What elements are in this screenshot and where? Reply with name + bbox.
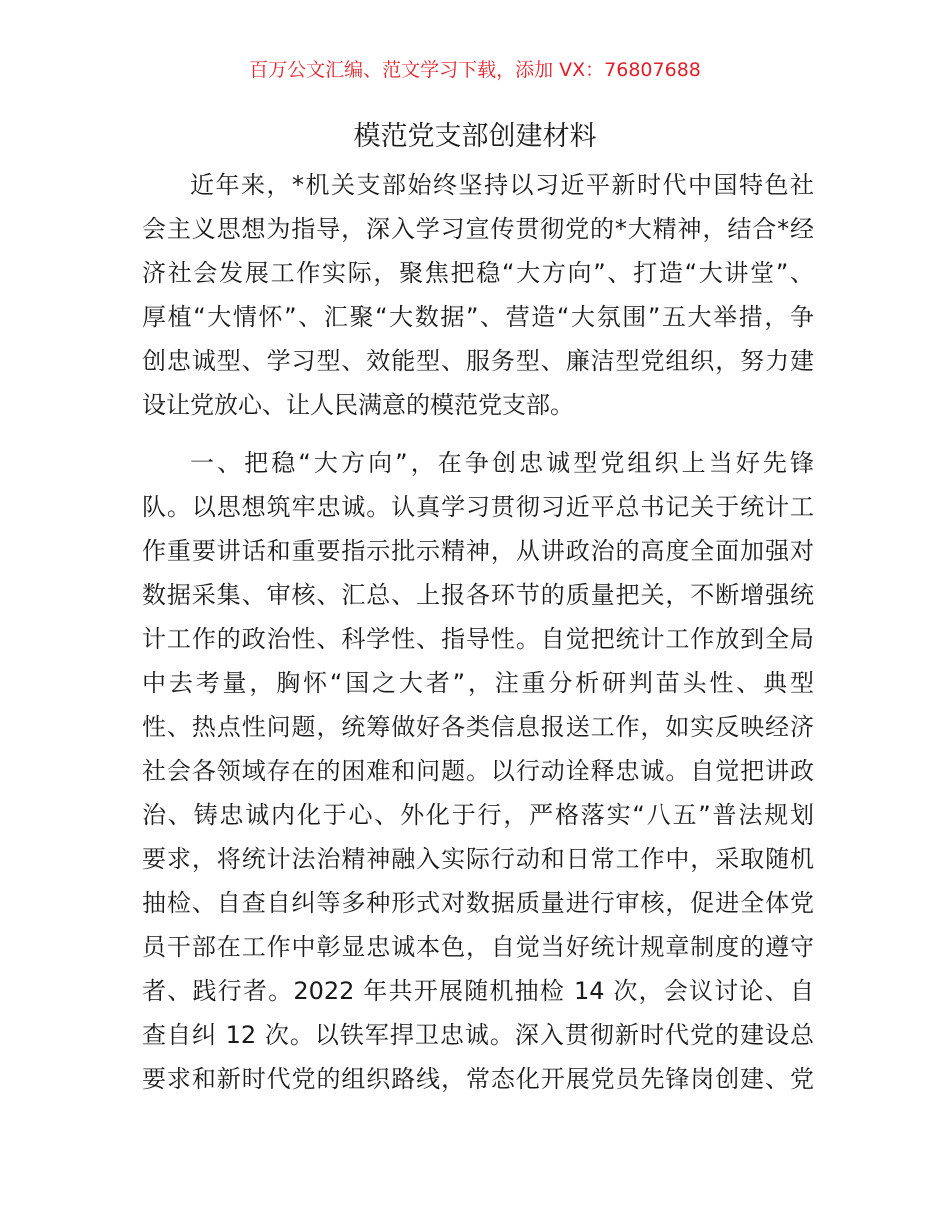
- paragraph-line: 治、铸忠诚内化于心、外化于行，严格落实“八五”普法规划: [142, 801, 814, 829]
- paragraph-line: 要求，将统计法治精神融入实际行动和日常工作中，采取随机: [142, 845, 814, 873]
- paragraph-line: 中去考量，胸怀“国之大者”，注重分析研判苗头性、典型: [142, 669, 814, 697]
- paragraph-line: 数据采集、审核、汇总、上报各环节的质量把关，不断增强统: [142, 581, 814, 609]
- paragraph-line: 查自纠 12 次。以铁军捍卫忠诚。深入贯彻新时代党的建设总: [142, 1021, 814, 1049]
- paragraph-line: 要求和新时代党的组织路线，常态化开展党员先锋岗创建、党: [142, 1065, 814, 1093]
- paragraph-line: 者、践行者。2022 年共开展随机抽检 14 次，会议讨论、自: [142, 977, 814, 1005]
- paragraph-line: 抽检、自查自纠等多种形式对数据质量进行审核，促进全体党: [142, 889, 814, 917]
- paragraph-line: 计工作的政治性、科学性、指导性。自觉把统计工作放到全局: [142, 625, 814, 653]
- paragraph-line: 近年来，*机关支部始终坚持以习近平新时代中国特色社: [190, 171, 814, 199]
- document-title: 模范党支部创建材料: [353, 121, 597, 152]
- paragraph-line: 创忠诚型、学习型、效能型、服务型、廉洁型党组织，努力建: [142, 347, 814, 375]
- paragraph-line: 社会各领域存在的困难和问题。以行动诠释忠诚。自觉把讲政: [142, 757, 814, 785]
- paragraph-line: 作重要讲话和重要指示批示精神，从讲政治的高度全面加强对: [142, 537, 814, 565]
- paragraph-line: 性、热点性问题，统筹做好各类信息报送工作，如实反映经济: [142, 713, 814, 741]
- paragraph-line: 厚植“大情怀”、汇聚“大数据”、营造“大氛围”五大举措，争: [142, 303, 814, 331]
- paragraph-line: 队。以思想筑牢忠诚。认真学习贯彻习近平总书记关于统计工: [142, 493, 814, 521]
- paragraph-line: 一、把稳“大方向”，在争创忠诚型党组织上当好先锋: [190, 449, 814, 477]
- paragraph-line: 员干部在工作中彰显忠诚本色，自觉当好统计规章制度的遵守: [142, 933, 814, 961]
- paragraph-line: 会主义思想为指导，深入学习宣传贯彻党的*大精神，结合*经: [142, 215, 814, 243]
- paragraph-line: 设让党放心、让人民满意的模范党支部。: [142, 391, 574, 419]
- header-banner: 百万公文汇编、范文学习下载，添加 VX：76807688: [249, 59, 701, 81]
- paragraph-line: 济社会发展工作实际，聚焦把稳“大方向”、打造“大讲堂”、: [142, 259, 814, 287]
